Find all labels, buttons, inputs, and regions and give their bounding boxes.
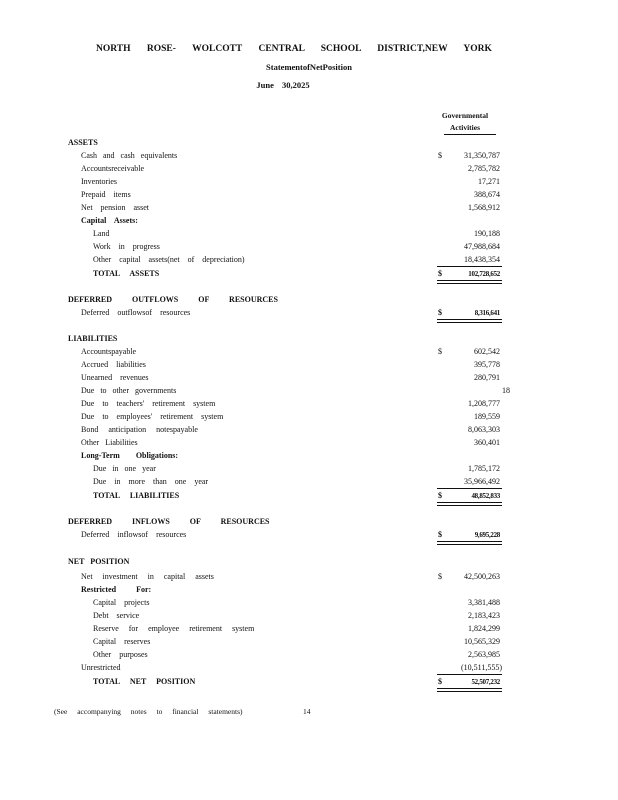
line-amount: 17,271: [478, 177, 500, 186]
line-label: Cash and cash equivalents: [81, 151, 178, 160]
total-amount: 102,728,652: [468, 270, 500, 278]
line-label: Due in one year: [93, 464, 156, 473]
column-header-underline: [444, 134, 496, 135]
total-label: TOTAL LIABILITIES: [93, 491, 180, 500]
line-amount: 18,438,354: [464, 255, 500, 264]
line-label: Prepaid items: [81, 190, 131, 199]
line-label: Due to employees' retirement system: [81, 412, 224, 421]
line-label: Due to other governments: [81, 386, 177, 395]
total-amount: 48,852,833: [471, 492, 500, 500]
line-amount: 1,208,777: [468, 399, 500, 408]
total-double-rule: [437, 319, 502, 323]
line-amount: 1,568,912: [468, 203, 500, 212]
column-header-line2: Activities: [450, 123, 480, 132]
line-label: Deferred outflowsof resources: [81, 308, 191, 317]
line-amount: 3,381,488: [468, 598, 500, 607]
line-label: Deferred inflowsof resources: [81, 530, 187, 539]
line-label: Unrestricted: [81, 663, 121, 672]
line-label: Accountspayable: [81, 347, 137, 356]
total-double-rule: [437, 280, 502, 284]
total-label: TOTAL NET POSITION: [93, 677, 196, 686]
page-number: 14: [303, 707, 311, 716]
dollar-sign: $: [438, 491, 442, 500]
dollar-sign: $: [438, 269, 442, 278]
line-amount: 8,063,303: [468, 425, 500, 434]
line-label: Capital projects: [93, 598, 150, 607]
line-amount: 18: [502, 386, 510, 395]
line-label: Capital reserves: [93, 637, 151, 646]
line-label: Work in progress: [93, 242, 160, 251]
restricted-subtitle: Restricted For:: [81, 585, 152, 594]
column-header: [430, 110, 500, 134]
total-amount: 8,316,641: [474, 309, 500, 317]
line-amount: 2,563,985: [468, 650, 500, 659]
line-amount: 42,500,263: [464, 572, 500, 581]
line-label: Bond anticipation notespayable: [81, 425, 198, 434]
subtotal-rule: [437, 488, 502, 489]
footer-note: (See accompanying notes to financial statements): [54, 707, 243, 716]
line-amount: 189,559: [474, 412, 500, 421]
capital-assets-subtitle: Capital Assets:: [81, 216, 138, 225]
dollar-sign: $: [438, 572, 442, 581]
total-amount: 9,695,228: [474, 531, 500, 539]
liabilities-title: LIABILITIES: [68, 334, 118, 343]
subtotal-rule: [437, 266, 502, 267]
dollar-sign: $: [438, 677, 442, 686]
line-label: Accountsreceivable: [81, 164, 145, 173]
line-label: Unearned revenues: [81, 373, 149, 382]
line-label: Due to teachers' retirement system: [81, 399, 216, 408]
line-amount: 31,350,787: [464, 151, 500, 160]
district-title: NORTH ROSE- WOLCOTT CENTRAL SCHOOL DISTRICT,NEW YORK: [96, 44, 492, 54]
line-amount: 35,966,492: [464, 477, 500, 486]
total-double-rule: [437, 688, 502, 692]
long-term-subtitle: Long-Term Obligations:: [81, 451, 179, 460]
line-label: Debt service: [93, 611, 140, 620]
dollar-sign: $: [438, 347, 442, 356]
line-amount: 602,542: [474, 347, 500, 356]
line-label: Other capital assets(net of depreciation): [93, 255, 245, 264]
line-label: Land: [93, 229, 110, 238]
dollar-sign: $: [438, 530, 442, 539]
dollar-sign: $: [438, 151, 442, 160]
line-label: Other Liabilities: [81, 438, 138, 447]
subtotal-rule: [437, 674, 502, 675]
line-amount: 388,674: [474, 190, 500, 199]
deferred-inflows-title: DEFERRED INFLOWS OF RESOURCES: [68, 517, 270, 526]
statement-title: StatementofNetPosition: [266, 62, 352, 72]
line-label: Due in more than one year: [93, 477, 209, 486]
net-position-title: NET POSITION: [68, 557, 130, 566]
line-amount: 395,778: [474, 360, 500, 369]
line-label: Inventories: [81, 177, 117, 186]
line-label: Accrued liabilities: [81, 360, 146, 369]
line-amount: 360,401: [474, 438, 500, 447]
total-amount: 52,507,232: [471, 678, 500, 686]
column-header-line1: Governmental: [441, 111, 489, 120]
line-amount: 47,988,684: [464, 242, 500, 251]
line-amount: 1,824,299: [468, 624, 500, 633]
line-amount: (10,511,555): [460, 663, 502, 672]
line-label: Net pension asset: [81, 203, 149, 212]
deferred-outflows-title: DEFERRED OUTFLOWS OF RESOURCES: [68, 295, 278, 304]
line-amount: 280,791: [474, 373, 500, 382]
line-amount: 2,183,423: [468, 611, 500, 620]
statement-date: June 30,2025: [256, 80, 310, 90]
line-amount: 2,785,782: [468, 164, 500, 173]
line-amount: 1,785,172: [468, 464, 500, 473]
total-double-rule: [437, 541, 502, 545]
line-label: Other purposes: [93, 650, 148, 659]
dollar-sign: $: [438, 308, 442, 317]
total-label: TOTAL ASSETS: [93, 269, 160, 278]
assets-title: ASSETS: [68, 138, 98, 147]
line-amount: 10,565,329: [464, 637, 500, 646]
line-label: Net investment in capital assets: [81, 572, 214, 581]
total-double-rule: [437, 502, 502, 506]
line-label: Reserve for employee retirement system: [93, 624, 255, 633]
line-amount: 190,188: [474, 229, 500, 238]
